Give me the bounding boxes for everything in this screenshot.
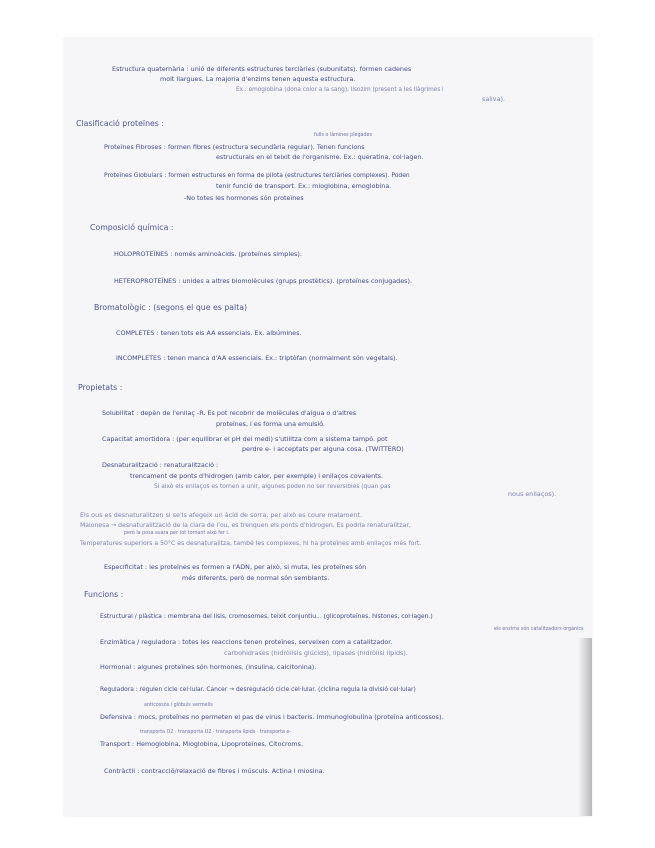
line-hormones-note: -No totes les hormones són proteïnes (184, 194, 304, 202)
line-holoproteins: HOLOPROTEÏNES : només aminoàcids. (proteïnes simples). (114, 250, 302, 258)
line-hormonal-function: Hormonal : algunes proteïnes són hormones. (insulina, calcitonina). (100, 663, 317, 671)
line-enzymatic-examples: carbohidrases (hidròlisis glúcids), lipases (hidròlisi lípids). (224, 649, 408, 657)
heading-chemical-composition: Composició química : (90, 223, 174, 232)
line-heteroproteins: HETEROPROTEÏNES : unides a altres biomolècules (grups prostètics). (proteïnes conjugades). (114, 277, 413, 285)
line-temperature-note: Temperatures superiors a 50°C es desnaturalitza, també les complexes, hi ha proteïnes amb enllaços més fort. (80, 539, 422, 547)
line-globular-proteins: Proteïnes Globulars : formen estructures en forma de pilota (estructures terciàries complexes). Poden (104, 171, 410, 179)
line-quaternary-examples-end: saliva). (482, 95, 506, 103)
line-enzymatic-function: Enzimàtica / reguladora : totes les reaccions tenen proteïnes, serveixen com a catalitzador. (100, 638, 393, 646)
line-specificity-detail: més diferents, però de normal són semblants. (182, 574, 330, 582)
line-mayonnaise-detail: però la posa suara per tot tornant això fer i. (124, 531, 230, 536)
line-specificity: Especificitat : les proteïnes es formen a l'ADN, per això, si muta, les proteïnes són (104, 563, 367, 571)
line-denaturation-detail: trencament de ponts d'hidrogen (amb calor, per exemple) i enllaços covalents. (130, 472, 384, 480)
note-antibodies: anticossos i glòbuls vermells (144, 703, 213, 708)
line-denaturation-end: nous enllaços). (508, 490, 557, 498)
heading-functions: Funcions : (84, 590, 124, 599)
line-buffer-detail: perdre e- i acceptats per alguna cosa. (TWITTERO) (242, 445, 404, 453)
line-quaternary-detail: molt llargues. La majoria d'enzims tenen aquesta estructura. (160, 75, 356, 83)
heading-classification: Clasificació proteïnes : (76, 119, 164, 128)
heading-bromatological: Bromatològic : (segons el que es palta) (94, 303, 248, 312)
line-defensive-function: Defensiva : mocs, proteïnes no permeten el pas de virus i bacteris. Immunoglobulina (proteïna anticossos). (100, 713, 444, 721)
line-denaturation-reversible: Si això els enllaços es tornen a unir, algunes poden no ser reversibles (quan pas (154, 482, 391, 490)
line-fibrous-proteins: Proteïnes Fibroses : formen fibres (estructura secundària regular). Tenen funcions (104, 143, 365, 151)
line-complete: COMPLETES : tenen tots els AA essencials. Ex. albúmines. (116, 329, 302, 337)
note-sheets: fulls o làmines plegades (314, 133, 372, 138)
line-buffer-capacity: Capacitat amortidora : (per equilibrar el pH del medi) s'utilitza com a sistema tampó. pot (102, 435, 388, 443)
notebook-page (64, 38, 592, 816)
line-fibrous-detail: estructurals en el teixit de l'organisme. Ex.: queratina, col·lagen. (216, 153, 424, 161)
line-regulatory-function: Reguladora : regulen cicle cel·lular. Cancer → desregulació cicle cel·lular. (ciclina regula la divisió cel·lular) (100, 685, 416, 693)
line-incomplete: INCOMPLETES : tenen manca d'AA essencials. Ex.: triptòfan (normalment són vegetals). (116, 354, 398, 362)
line-globular-detail: tenir funció de transport. Ex.: mioglobina, emoglobina. (216, 182, 392, 190)
line-solubility-detail: proteïnes, i es forma una emulsió. (216, 420, 325, 428)
note-enzymes: els enzims són catalitzadors orgànics (494, 627, 584, 632)
line-transport-function: Transport : Hemoglobina, Mioglobina, Lipoproteïnes, Citocroms. (100, 740, 303, 748)
line-contractile-function: Contràctil : contracció/relaxació de fibres i músculs. Actina i miosina. (104, 767, 325, 775)
line-quaternary-examples: Ex.: emoglobina (dona color a la sang), lisozim (present a les llàgrimes i (236, 85, 444, 93)
line-eggs-note: Els ous es desnaturalitzen si se'ls afegeix un àcid de sorra, per això es coure malament. (80, 511, 363, 519)
line-quaternary-structure: Estructura quaternària : unió de diferents estructures terciàries (subunitats). formen cadenes (112, 65, 412, 73)
heading-properties: Propietats : (78, 383, 123, 392)
line-structural-function: Estructural / plàstica : membrana del lisis, cromosomes, teixit conjuntiu... (glicoproteïnes, histones, col·lagen.) (100, 612, 433, 620)
note-transport: transporta O2 · transporta O2 · transporta lípids · transporta e- (140, 730, 292, 735)
page-edge-shadow (578, 638, 592, 816)
line-mayonnaise-note: Maionesa → desnaturalització de la clara de l'ou, es trenquen els ponts d'hidrogen. Es podria renaturalitzar, (80, 521, 411, 529)
line-denaturation: Desnaturalització : renaturalització : (102, 461, 219, 469)
line-solubility: Solubilitat : depèn de l'enllaç -R. Es pot recobrir de molècules d'aigua o d'altres (102, 409, 357, 417)
